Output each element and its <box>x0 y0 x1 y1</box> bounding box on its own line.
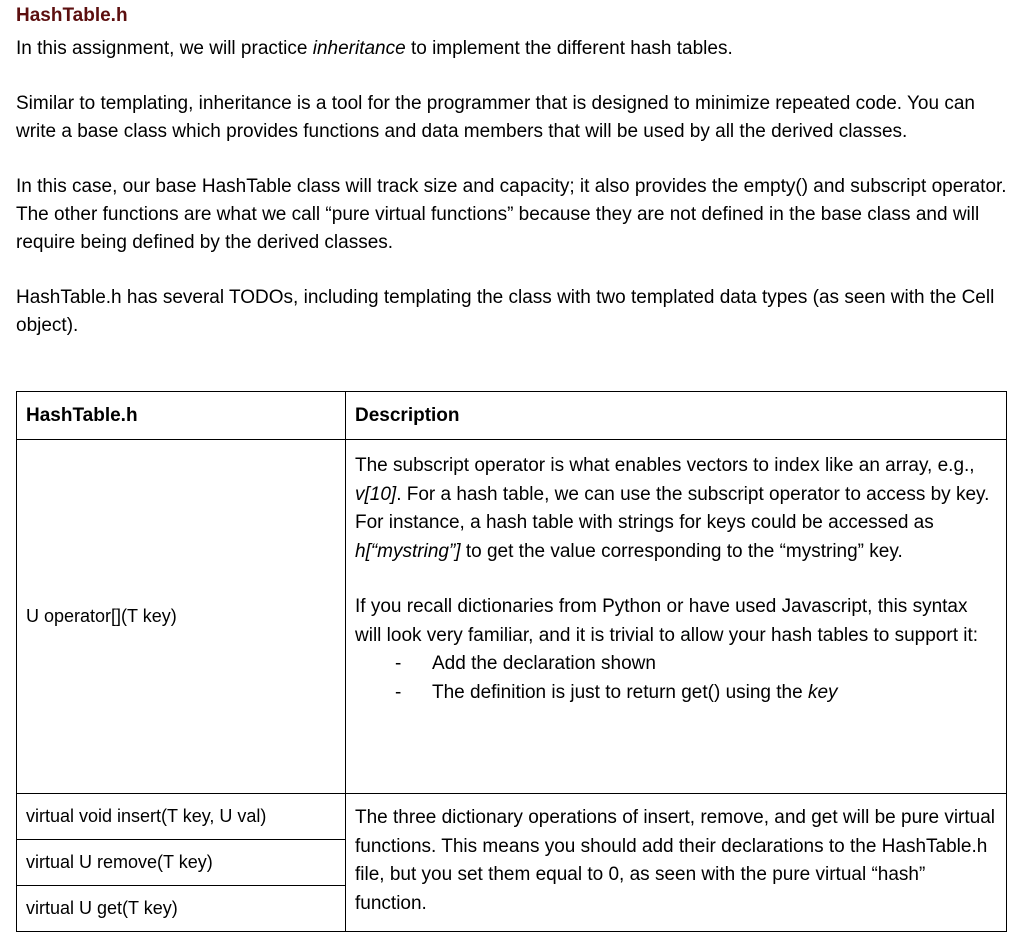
templating-paragraph: Similar to templating, inheritance is a tool for the programmer that is designed to minimize repeated code. You can write a base class which provides functions and data members that will be used by all the derived classes. <box>16 93 975 142</box>
bullet-emphasis: key <box>807 681 838 703</box>
hashtable-table <box>16 391 1006 932</box>
document-body <box>16 0 1008 340</box>
bullet-text: The definition is just to return get() using the <box>432 681 808 703</box>
intro-emphasis: inheritance <box>312 38 406 59</box>
intro-paragraph <box>16 35 1008 63</box>
header-hashtable: HashTable.h <box>17 392 346 440</box>
desc-code-example: v[10] <box>355 483 397 505</box>
bullet-text: Add the declaration shown <box>432 653 656 674</box>
desc-code-example: h[“mystring”] <box>355 540 461 562</box>
subscript-signature: U operator[](T key) <box>17 440 346 794</box>
insert-signature: virtual void insert(T key, U val) <box>17 794 346 840</box>
paragraph-gap <box>16 257 1008 284</box>
desc-text: . For a hash table, we can use the subscript operator to access by key. For instance, a hash table with strings for keys could be accessed as <box>355 483 990 533</box>
table-row-insert <box>17 794 1007 840</box>
hashtable-function-table <box>16 391 1007 932</box>
get-signature: virtual U get(T key) <box>17 886 346 932</box>
paragraph-gap <box>16 146 1008 173</box>
desc-text: to get the value corresponding to the “mystring” key. <box>460 540 903 562</box>
table-row-subscript <box>17 440 1007 794</box>
remove-signature: virtual U remove(T key) <box>17 840 346 886</box>
desc-text: The subscript operator is what enables vectors to index like an array, e.g., <box>355 455 975 476</box>
base-class-paragraph: In this case, our base HashTable class will track size and capacity; it also provides the empty() and subscript operator. The other functions are what we call “pure virtual functions” because they are not defined in the base class and will require being defined by the derived classes. <box>16 176 1007 253</box>
paragraph-gap <box>16 63 1008 90</box>
subscript-description <box>346 440 1007 794</box>
desc-spacer <box>355 566 998 593</box>
header-description: Description <box>346 392 1007 440</box>
bullet-item <box>355 650 998 679</box>
intro-text-end: to implement the different hash tables. <box>405 38 733 59</box>
bullet-item <box>355 679 998 708</box>
table-header-row <box>17 392 1007 440</box>
todos-paragraph: HashTable.h has several TODOs, including templating the class with two templated data types (as seen with the Cell object). <box>16 287 995 336</box>
virtual-functions-description: The three dictionary operations of insert, remove, and get will be pure virtual functions. This means you should add their declarations to the HashTable.h file, but you set them equal to 0, as seen with the pure virtual “hash” function. <box>346 794 1007 932</box>
bullet-dash: - <box>395 653 402 674</box>
document-heading: HashTable.h <box>16 5 128 26</box>
subscript-desc-para1 <box>355 452 998 566</box>
subscript-desc-para2: If you recall dictionaries from Python or have used Javascript, this syntax will look very familiar, and it is trivial to allow your hash tables to support it: <box>355 596 979 646</box>
subscript-bullet-list <box>355 650 998 707</box>
bullet-dash: - <box>395 681 402 703</box>
intro-text-start: In this assignment, we will practice <box>16 38 313 59</box>
